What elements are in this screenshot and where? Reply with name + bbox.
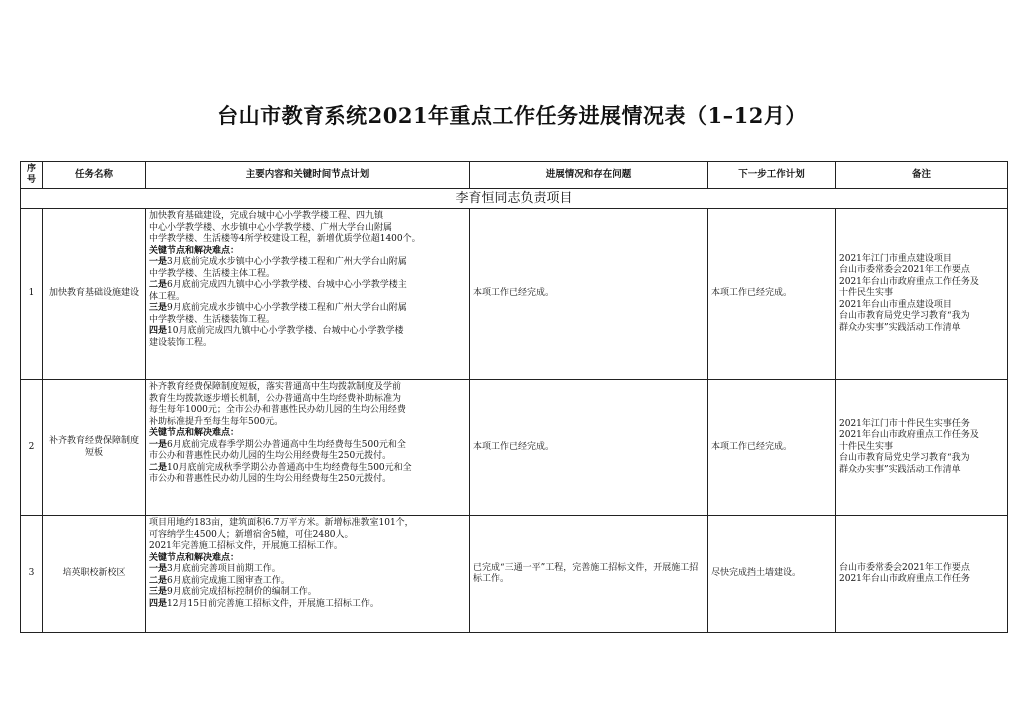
key-node-text: 10月底前完成四九镇中心小学教学楼、台城中心小学教学楼 (167, 326, 404, 336)
key-node-text: 9月底前完成水步镇中心小学教学楼工程和广州大学台山附属 (167, 303, 407, 313)
table-header-row (21, 162, 1008, 189)
key-node-line (149, 257, 466, 269)
section-row (21, 189, 1008, 209)
key-node-lead: 三是 (149, 303, 168, 313)
key-node-text: 市公办和普惠性民办幼儿园的生均公用经费每生250元拨付。 (149, 474, 392, 484)
key-node-text: 3月底前完成水步镇中心小学教学楼工程和广州大学台山附属 (167, 257, 407, 267)
content-intro-line: 每生每年1000元；全市公办和普惠性民办幼儿园的生均公用经费 (149, 405, 406, 415)
remark-line: 台山市委常委会2021年工作要点 (839, 265, 970, 276)
document-title: 台山市教育系统2021年重点工作任务进展情况表（1–12月） (217, 103, 807, 128)
content-intro-line: 中心小学教学楼、水步镇中心小学教学楼、广州大学台山附属 (149, 222, 393, 233)
key-node-line (149, 326, 466, 338)
key-node-text: 10月底前完成秋季学期公办普通高中生均经费每生500元和全 (167, 462, 412, 473)
remark-line: 十件民生实事 (839, 288, 894, 299)
row-seq: 1 (21, 209, 43, 380)
key-node-text: 中学教学楼、生活楼主体工程。 (149, 268, 276, 279)
key-node-text: 体工程。 (149, 291, 186, 302)
row-seq: 2 (21, 380, 43, 516)
remark-line: 2021年台山市重点建设项目 (839, 299, 952, 310)
key-node-lead: 一是 (149, 439, 168, 450)
key-node-line (149, 599, 466, 611)
key-node-text: 9月底前完成招标控制价的编制工作。 (167, 587, 317, 597)
remark-line: 2021年台山市政府重点工作任务 (839, 574, 970, 584)
row-progress: 本项工作已经完成。 (470, 380, 708, 516)
progress-table (20, 161, 1008, 633)
key-node-line (149, 292, 466, 304)
table-row (21, 209, 1008, 380)
remark-line: 2021年台山市政府重点工作任务及 (839, 430, 979, 441)
key-nodes-title: 关键节点和解决难点： (149, 552, 240, 563)
key-node-lead: 二是 (149, 280, 168, 290)
key-node-line (149, 440, 466, 452)
row-content (146, 380, 470, 516)
row-remarks (836, 516, 1008, 633)
content-intro-line: 教育生均拨款逐步增长机制，公办普通高中生均经费补助标准为 (149, 393, 402, 404)
row-remarks (836, 209, 1008, 380)
header-task-name: 任务名称 (43, 162, 146, 189)
content-intro-line: 2021年完善施工招标文件，开展施工招标工作。 (149, 541, 343, 551)
key-nodes-title: 关键节点和解决难点： (149, 245, 240, 256)
key-node-line (149, 564, 466, 576)
header-seq-text: 序号 (26, 164, 36, 185)
key-node-lead: 一是 (149, 257, 168, 267)
key-node-lead: 一是 (149, 564, 168, 574)
row-seq: 3 (21, 516, 43, 633)
key-node-line (149, 451, 466, 463)
remark-line: 群众办实事”实践活动工作清单 (839, 464, 961, 475)
row-progress: 已完成“三通一平”工程，完善施工招标文件，开展施工招标工作。 (470, 516, 708, 633)
row-next-plan: 尽快完成挡土墙建设。 (708, 516, 836, 633)
content-intro-line: 补齐教育经费保障制度短板，落实普通高中生均拨款制度及学前 (149, 382, 402, 392)
content-intro-line: 项目用地约183亩，建筑面积6.7万平方米。新增标准教室101个， (149, 518, 414, 528)
section-title: 李育恒同志负责项目 (21, 189, 1008, 209)
remark-line: 2021年台山市政府重点工作任务及 (839, 276, 979, 287)
remark-line: 群众办实事”实践活动工作清单 (839, 322, 961, 333)
header-progress: 进展情况和存在问题 (470, 162, 708, 189)
header-remarks: 备注 (836, 162, 1008, 189)
key-node-text: 市公办和普惠性民办幼儿园的生均公用经费每生250元拨付。 (149, 451, 392, 461)
key-node-lead: 四是 (149, 598, 168, 609)
remark-line: 台山市教育局党史学习教育“我为 (839, 311, 970, 322)
key-node-line (149, 587, 466, 599)
key-node-lead: 二是 (149, 462, 168, 473)
key-node-line (149, 338, 466, 350)
key-node-text: 12月15日前完善施工招标文件，开展施工招标工作。 (167, 598, 379, 609)
key-node-text: 中学教学楼、生活楼装饰工程。 (149, 314, 276, 325)
key-node-lead: 二是 (149, 575, 168, 586)
key-node-line (149, 474, 466, 486)
remark-line: 十件民生实事 (839, 441, 894, 452)
row-task-name: 加快教育基础设施建设 (43, 209, 146, 380)
table-row (21, 380, 1008, 516)
key-nodes-title: 关键节点和解决难点： (149, 428, 240, 438)
key-node-line (149, 269, 466, 281)
key-node-text: 3月底前完善项目前期工作。 (167, 564, 281, 574)
remark-line: 2021年江门市十件民生实事任务 (839, 418, 970, 429)
key-node-text: 6月底前完成施工图审查工作。 (167, 575, 290, 586)
table-row (21, 516, 1008, 633)
key-node-line (149, 576, 466, 588)
key-node-line (149, 303, 466, 315)
remark-line: 2021年江门市重点建设项目 (839, 253, 952, 264)
key-node-text: 6月底前完成四九镇中心小学教学楼、台城中心小学教学楼主 (167, 280, 407, 290)
content-intro-line: 中学教学楼、生活楼等4所学校建设工程，新增优质学位超1400个。 (149, 234, 421, 244)
key-node-line (149, 463, 466, 475)
row-remarks (836, 380, 1008, 516)
key-node-lead: 三是 (149, 587, 168, 597)
header-seq (21, 162, 43, 189)
key-node-lead: 四是 (149, 326, 168, 336)
row-next-plan: 本项工作已经完成。 (708, 209, 836, 380)
row-next-plan: 本项工作已经完成。 (708, 380, 836, 516)
key-node-text: 建设装饰工程。 (149, 337, 213, 348)
content-intro-line: 加快教育基础建设，完成台城中心小学教学楼工程、四九镇 (149, 211, 384, 221)
key-node-line (149, 315, 466, 327)
key-node-text: 6月底前完成春季学期公办普通高中生均经费每生500元和全 (167, 439, 406, 450)
key-node-line (149, 280, 466, 292)
row-content (146, 209, 470, 380)
header-next-plan: 下一步工作计划 (708, 162, 836, 189)
row-progress: 本项工作已经完成。 (470, 209, 708, 380)
remark-line: 台山市委常委会2021年工作要点 (839, 562, 970, 573)
header-content: 主要内容和关键时间节点计划 (146, 162, 470, 189)
row-content (146, 516, 470, 633)
remark-line: 台山市教育局党史学习教育“我为 (839, 453, 970, 464)
content-intro-line: 补助标准提升至每生每年500元。 (149, 416, 284, 427)
row-task-name: 培英职校新校区 (43, 516, 146, 633)
row-task-name: 补齐教育经费保障制度短板 (43, 380, 146, 516)
content-intro-line: 可容纳学生4500人；新增宿舍5幢，可住2480人。 (149, 529, 354, 540)
